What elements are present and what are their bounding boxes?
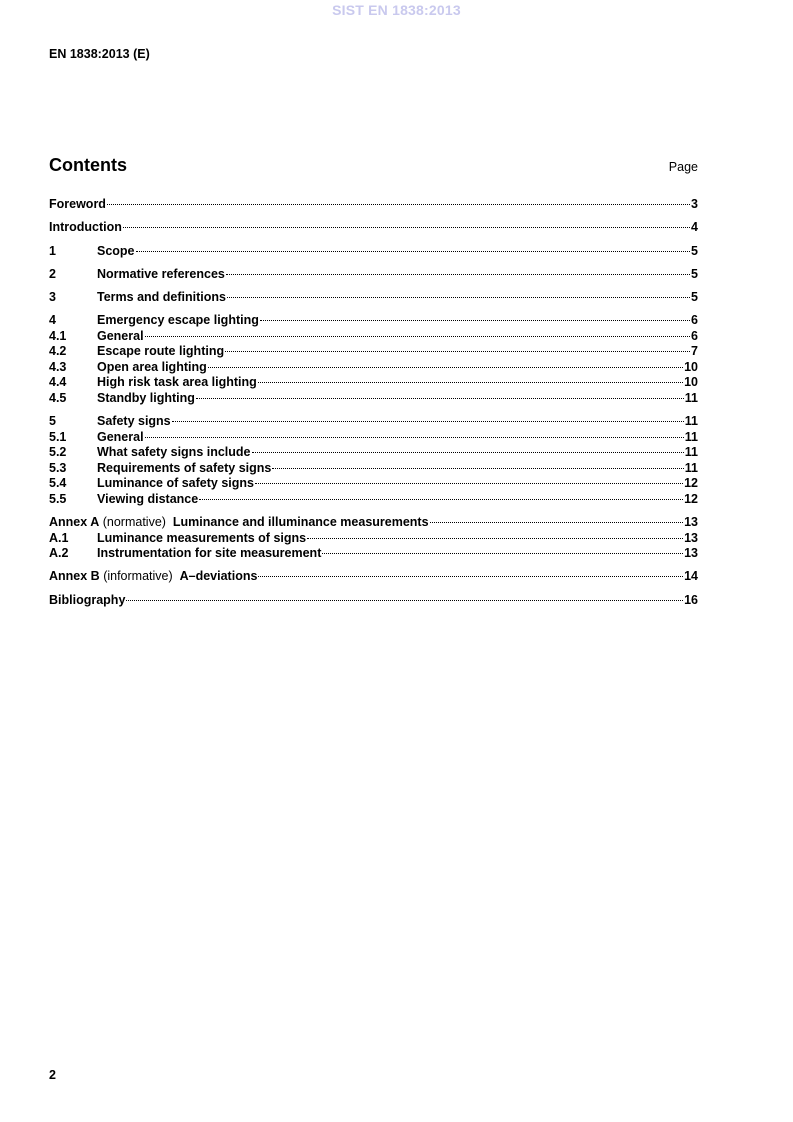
toc-entry-page: 5 xyxy=(691,243,698,258)
toc-entry-bibliography[interactable] xyxy=(49,593,698,609)
dot-leader xyxy=(196,398,684,399)
toc-entry-4-5[interactable] xyxy=(49,391,698,407)
toc-entry-emergency-escape-lighting[interactable] xyxy=(49,313,698,329)
toc-entry-number: 5.5 xyxy=(49,491,67,506)
toc-entry-page: 5 xyxy=(691,266,698,281)
toc-entry-page: 5 xyxy=(691,290,698,305)
toc-entry-4-2[interactable] xyxy=(49,344,698,360)
toc-entry-5-2[interactable] xyxy=(49,445,698,461)
toc-entry-annex-b[interactable] xyxy=(49,569,698,585)
toc-entry-page: 10 xyxy=(684,375,698,390)
dot-leader xyxy=(107,204,690,205)
toc-entry-page: 13 xyxy=(684,515,698,530)
dot-leader xyxy=(136,251,691,252)
toc-entry-page: 11 xyxy=(684,390,698,405)
page-column-label: Page xyxy=(668,160,698,174)
toc-entry-title: What safety signs include xyxy=(97,445,251,460)
toc-entry-number: 2 xyxy=(49,266,56,281)
toc-entry-title: Viewing distance xyxy=(97,491,199,506)
toc-entry-4-3[interactable] xyxy=(49,360,698,376)
dot-leader xyxy=(322,553,683,554)
dot-leader xyxy=(430,522,684,523)
annex-type: (normative) xyxy=(102,515,166,530)
toc-entry-normative-references[interactable] xyxy=(49,267,698,283)
toc-entry-scope[interactable] xyxy=(49,244,698,260)
watermark: SIST EN 1838:2013 xyxy=(332,2,461,18)
toc-entry-page: 10 xyxy=(684,359,698,374)
toc-entry-title xyxy=(49,515,429,531)
toc-entry-5-5[interactable] xyxy=(49,492,698,508)
toc-entry-title: Safety signs xyxy=(97,414,171,429)
dot-leader xyxy=(227,297,690,298)
annex-label: Annex A xyxy=(49,515,100,530)
toc-entry-number: 5.3 xyxy=(49,460,67,475)
dot-leader xyxy=(255,483,683,484)
toc-entry-number: 5.4 xyxy=(49,476,67,491)
annex-type: (informative) xyxy=(103,569,173,584)
toc-entry-terms-definitions[interactable] xyxy=(49,290,698,306)
toc-entry-title: Foreword xyxy=(49,197,106,211)
toc-entry-page: 7 xyxy=(691,344,698,359)
dot-leader xyxy=(199,499,683,500)
toc-entry-page: 13 xyxy=(684,530,698,545)
toc-entry-4-1[interactable] xyxy=(49,329,698,345)
dot-leader xyxy=(307,538,683,539)
toc-entry-number: 5 xyxy=(49,414,56,429)
toc-entry-page: 16 xyxy=(684,592,698,607)
contents-title: Contents xyxy=(49,155,127,175)
dot-leader xyxy=(126,600,683,601)
toc-entry-title: General xyxy=(97,429,144,444)
toc-entry-page: 6 xyxy=(691,328,698,343)
toc-entry-number: 3 xyxy=(49,290,56,305)
toc-entry-title: Emergency escape lighting xyxy=(97,313,259,328)
toc-entry-annex-a[interactable] xyxy=(49,515,698,531)
toc-entry-title: Luminance measurements of signs xyxy=(97,530,307,545)
toc-entry-title: High risk task area lighting xyxy=(97,375,257,390)
toc-entry-a-2[interactable] xyxy=(49,546,698,562)
table-of-contents xyxy=(49,197,698,608)
toc-entry-5-4[interactable] xyxy=(49,476,698,492)
toc-entry-page: 11 xyxy=(684,429,698,444)
toc-entry-title: Escape route lighting xyxy=(97,344,225,359)
toc-entry-number: 4.1 xyxy=(49,328,67,343)
toc-entry-number: 4.4 xyxy=(49,375,67,390)
toc-entry-safety-signs[interactable] xyxy=(49,414,698,430)
toc-entry-title: Normative references xyxy=(97,266,225,281)
toc-entry-title: Scope xyxy=(97,243,135,258)
toc-entry-number: 1 xyxy=(49,243,56,258)
document-id: EN 1838:2013 (E) xyxy=(49,47,150,61)
toc-entry-title: Introduction xyxy=(49,220,122,235)
page-number: 2 xyxy=(49,1068,56,1082)
dot-leader xyxy=(208,367,683,368)
toc-entry-page: 13 xyxy=(684,546,698,561)
toc-entry-number: 4 xyxy=(49,313,56,328)
toc-entry-title: Open area lighting xyxy=(97,359,207,374)
toc-entry-number: 4.3 xyxy=(49,359,67,374)
toc-entry-introduction[interactable] xyxy=(49,220,698,236)
toc-entry-page: 14 xyxy=(684,569,698,584)
toc-entry-4-4[interactable] xyxy=(49,375,698,391)
toc-entry-title: Terms and definitions xyxy=(97,290,226,305)
toc-entry-page: 6 xyxy=(691,313,698,328)
dot-leader xyxy=(172,421,684,422)
dot-leader xyxy=(260,320,690,321)
toc-entry-title: Luminance of safety signs xyxy=(97,476,254,491)
toc-entry-page: 12 xyxy=(684,491,698,506)
toc-entry-title: Bibliography xyxy=(49,592,126,607)
toc-entry-page: 11 xyxy=(684,414,698,429)
toc-entry-foreword[interactable] xyxy=(49,197,698,213)
toc-entry-5-1[interactable] xyxy=(49,430,698,446)
toc-entry-number: 4.5 xyxy=(49,390,67,405)
dot-leader xyxy=(225,351,690,352)
toc-entry-title: Instrumentation for site measurement xyxy=(97,546,322,561)
toc-entry-page: 11 xyxy=(684,460,698,475)
toc-entry-5-3[interactable] xyxy=(49,461,698,477)
dot-leader xyxy=(226,274,690,275)
toc-entry-title: General xyxy=(97,328,144,343)
toc-entry-title: Standby lighting xyxy=(97,390,195,405)
annex-label: Annex B xyxy=(49,569,100,584)
toc-entry-number: 5.2 xyxy=(49,445,67,460)
toc-entry-page: 12 xyxy=(684,476,698,491)
toc-entry-title xyxy=(49,569,257,585)
toc-entry-page: 4 xyxy=(691,220,698,235)
dot-leader xyxy=(145,336,690,337)
toc-entry-a-1[interactable] xyxy=(49,531,698,547)
dot-leader xyxy=(145,437,684,438)
toc-entry-page: 3 xyxy=(691,197,698,211)
toc-entry-number: A.2 xyxy=(49,546,69,561)
toc-entry-number: 4.2 xyxy=(49,344,67,359)
toc-entry-page: 11 xyxy=(684,445,698,460)
dot-leader xyxy=(252,452,684,453)
dot-leader xyxy=(272,468,683,469)
toc-entry-title: Requirements of safety signs xyxy=(97,460,272,475)
toc-entry-number: A.1 xyxy=(49,530,69,545)
dot-leader xyxy=(258,576,683,577)
dot-leader xyxy=(123,227,690,228)
toc-entry-number: 5.1 xyxy=(49,429,67,444)
dot-leader xyxy=(258,382,683,383)
annex-title: A–deviations xyxy=(179,569,258,584)
annex-title: Luminance and illuminance measurements xyxy=(172,515,429,530)
